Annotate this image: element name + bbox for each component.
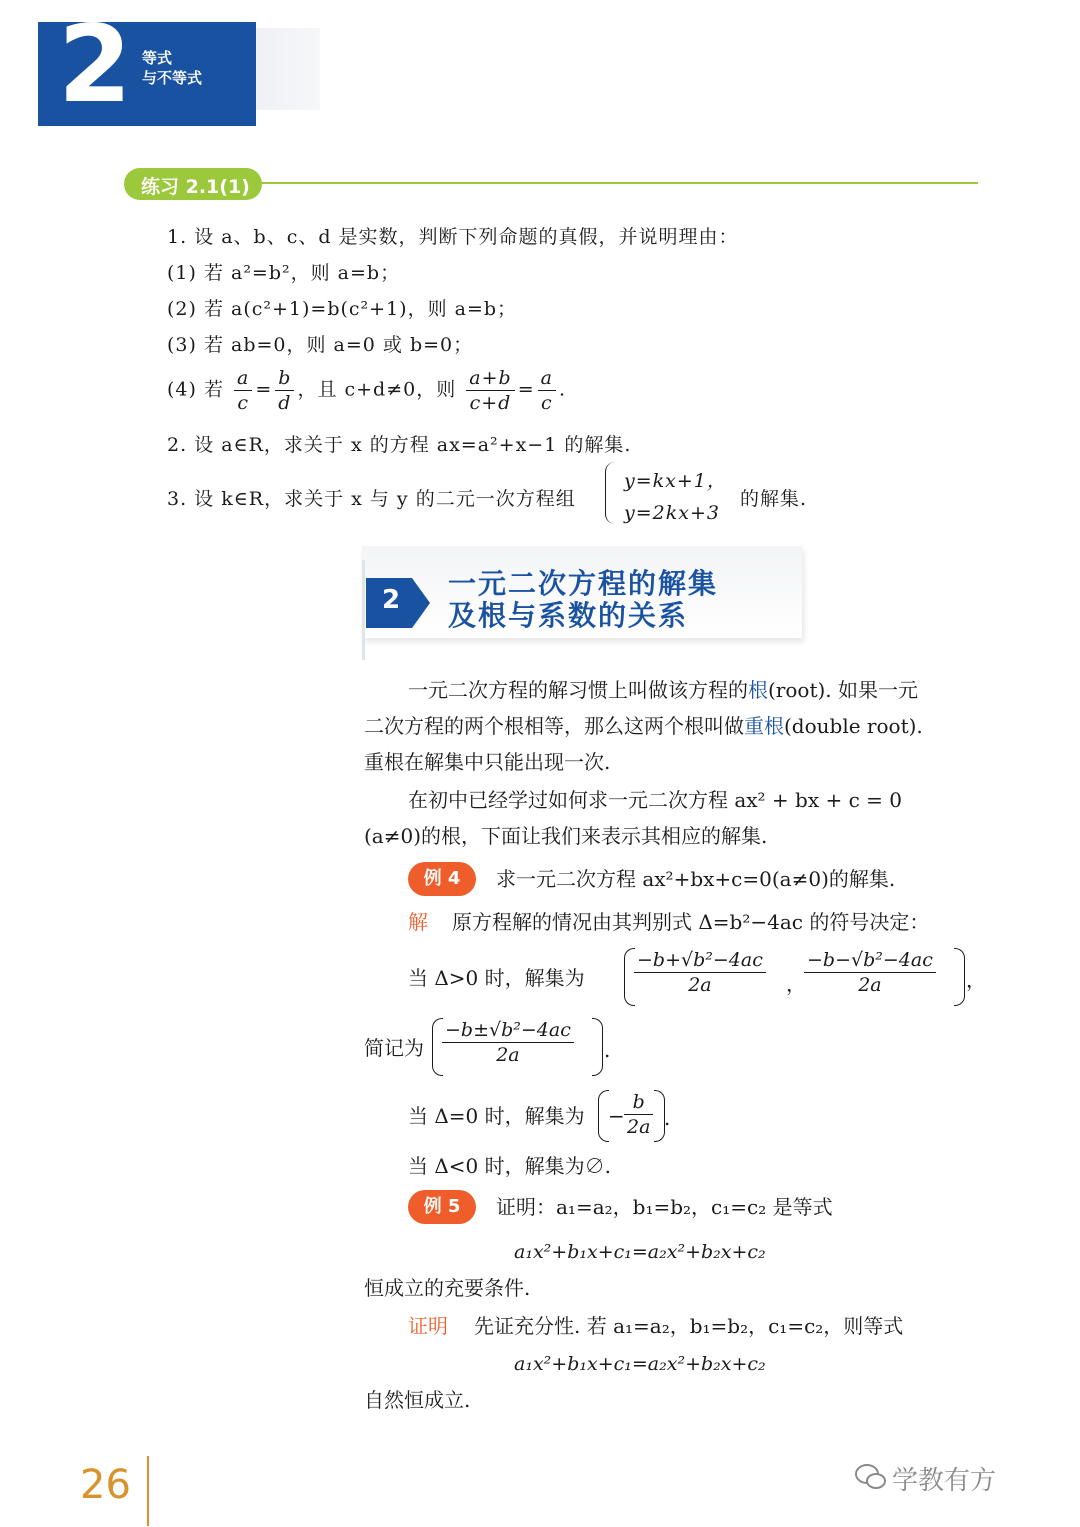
frac-den: c [237,392,249,414]
section-number: 2 [382,585,401,615]
frac-num: a [234,366,252,391]
text-run: 二次方程的两个根相等，那么这两个根叫做 [364,714,744,738]
section-title-line1: 一元二次方程的解集 [448,567,719,600]
paragraph2-line2: (a≠0)的根，下面让我们来表示其相应的解集. [364,824,768,848]
example5-text: 证明：a₁=a₂，b₁=b₂，c₁=c₂ 是等式 [496,1195,833,1219]
frac-num: −b−√b²−4ac [804,948,936,973]
frac-den: 2a [627,1116,651,1138]
fraction-sum [466,366,514,415]
paragraph1-line1 [408,676,918,704]
example4-badge: 例 4 [408,862,476,896]
exercise-q3-suffix: 的解集. [740,488,808,510]
exercise-q1-part4 [167,366,566,415]
wechat-icon [854,1462,888,1492]
term-double-root: 重根 [744,714,784,738]
system-eq2: y=2kx+3 [624,502,720,524]
solution-text: 原方程解的情况由其判别式 Δ=b²−4ac 的符号决定： [452,910,930,934]
q1-4-mid: ，且 c+d≠0，则 [297,378,457,401]
system-eq1: y=kx+1， [624,470,727,492]
text-run: (double root). [784,714,923,738]
case-negative: 当 Δ<0 时，解集为∅. [408,1154,611,1178]
exercise-q1-intro: 1. 设 a、b、c、d 是实数，判断下列命题的真假，并说明理由： [167,226,739,248]
text-run: 一元二次方程的解习惯上叫做该方程的 [408,678,748,702]
double-root-fraction [624,1090,653,1139]
page-number-rule [147,1456,149,1526]
short-form-prefix: 简记为 [364,1036,424,1060]
chapter-title-line2: 与不等式 [142,69,203,87]
paragraph2-line1: 在初中已经学过如何求一元二次方程 ax² + bx + c = 0 [408,788,903,812]
frac-den: 2a [496,1044,520,1066]
frac-num: −b+√b²−4ac [634,948,766,973]
exercise-q1-part2: (2) 若 a(c²+1)=b(c²+1)，则 a=b； [167,298,518,320]
set-brace-right [592,1018,603,1076]
fraction-b-over-d [275,366,294,415]
section-badge-arrow [366,578,436,628]
equals-sign: = [255,378,273,401]
frac-den: d [278,392,292,414]
case-positive-end: ， [966,968,986,992]
root-plus-fraction [634,948,766,997]
watermark: 学教有方 [892,1466,997,1496]
root-minus-fraction [804,948,936,997]
exercise-q1-part3: (3) 若 ab=0，则 a=0 或 b=0； [167,334,474,356]
frac-den: 2a [688,974,712,996]
proof-tail: 自然恒成立. [364,1388,471,1412]
chapter-number: 2 [58,3,132,126]
set-brace-right [954,948,965,1006]
frac-num: a+b [466,366,514,391]
exercise-q3-prefix: 3. 设 k∈R，求关于 x 与 y 的二元一次方程组 [167,488,576,510]
section-divider [362,560,365,660]
paragraph1-line2 [364,712,923,740]
text-run: (root). 如果一元 [768,678,918,702]
equation-system-brace [605,462,620,524]
example4-text: 求一元二次方程 ax²+bx+c=0(a≠0)的解集. [496,867,896,891]
root-plusminus-fraction [442,1018,574,1067]
frac-num: b [275,366,294,391]
equals-sign: = [517,378,535,401]
chapter-title [142,48,202,88]
solution-label: 解 [408,910,428,934]
case-zero-end: . [664,1106,671,1130]
short-form-end: . [604,1038,611,1062]
q1-4-prefix: (4) 若 [167,378,224,401]
proof-text: 先证充分性. 若 a₁=a₂，b₁=b₂，c₁=c₂，则等式 [474,1314,904,1338]
paragraph1-line3: 重根在解集中只能出现一次. [364,750,611,774]
frac-den: c [540,392,553,414]
example5-badge: 例 5 [408,1190,476,1224]
minus-sign: − [608,1104,625,1128]
term-root: 根 [748,678,768,702]
exercise-q1-part1: (1) 若 a²=b²，则 a=b； [167,262,401,284]
frac-den: c+d [469,392,512,414]
section-title [448,568,718,632]
section-title-line2: 及根与系数的关系 [448,599,689,632]
case-positive-prefix: 当 Δ>0 时，解集为 [408,966,585,990]
separator: ， [786,972,806,996]
case-zero-prefix: 当 Δ=0 时，解集为 [408,1104,585,1128]
frac-den: 2a [858,974,882,996]
exercise-q2: 2. 设 a∈R，求关于 x 的方程 ax=a²+x−1 的解集. [167,434,632,456]
frac-num: a [538,366,556,391]
page-number: 26 [80,1462,131,1508]
example5-formula: a₁x²+b₁x+c₁=a₂x²+b₂x+c₂ [514,1241,766,1263]
proof-formula: a₁x²+b₁x+c₁=a₂x²+b₂x+c₂ [514,1353,766,1375]
q1-4-end: . [558,378,566,401]
frac-num: −b±√b²−4ac [442,1018,574,1043]
exercise-label: 练习 2.1(1) [141,176,250,198]
exercise-rule [250,182,978,184]
example5-tail: 恒成立的充要条件. [364,1276,531,1300]
proof-label: 证明 [408,1314,448,1338]
fraction-a-over-c [234,366,252,415]
chapter-title-line1: 等式 [142,49,173,67]
fraction-a-over-c-2 [538,366,556,415]
frac-num: b [624,1090,653,1115]
